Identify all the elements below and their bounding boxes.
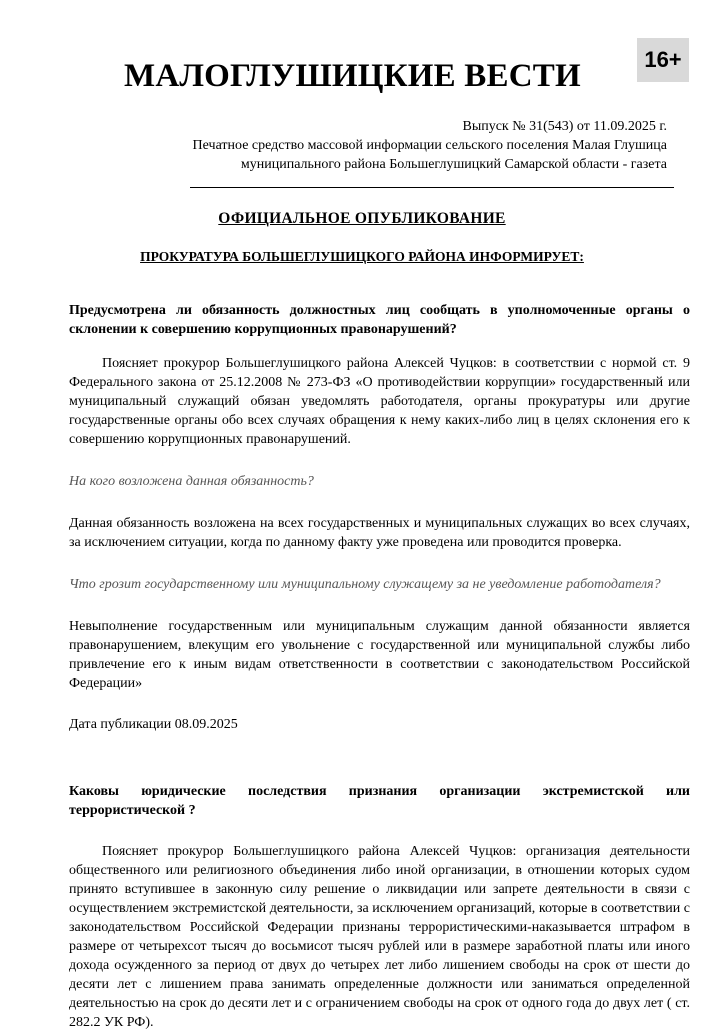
publisher-line-2: муниципального района Большеглушицкий Самарской области - газета — [240, 157, 667, 172]
publisher-line-1: Печатное средство массовой информации сельского поселения Малая Глушица — [192, 138, 667, 153]
article2-question: Каковы юридические последствия признания организации экстремистской или террористической ? — [69, 784, 690, 818]
article1-intro: Поясняет прокурор Большеглушицкого района Алексей Чуцков: в соответствии с нормой ст. 9 Федерального закона от 25.12.2008 № 273-ФЗ «О противодействии коррупции» государственный или муниципальный служащий обязан уведомлять работодателя, органы прокуратуры или другие государственные органы обо всех случаях обращения к нему каких-либо лиц в целях склонения его к совершению коррупционных правонарушений. — [69, 356, 690, 447]
article1-sub-question-2: Что грозит государственному или муниципальному служащему за не уведомление работодателя? — [69, 577, 661, 592]
section-subheading: ПРОКУРАТУРА БОЛЬШЕГЛУШИЦКОГО РАЙОНА ИНФОРМИРУЕТ: — [140, 249, 584, 264]
articles — [69, 301, 690, 1032]
article1-answer-1: Данная обязанность возложена на всех государственных и муниципальных служащих во всех случаях, за исключением ситуации, когда по данному факту уже проведена или проводится проверка. — [69, 516, 690, 550]
article1-answer-2: Невыполнение государственным или муниципальным служащим данной обязанности является правонарушением, влекущим его увольнение с государственной или муниципальной службы либо привлечение его к иным видам ответственности в соответствии с законодательством Российской Федерации» — [69, 619, 690, 691]
header-divider — [190, 187, 674, 188]
issue-number: Выпуск № 31(543) от 11.09.2025 г. — [462, 119, 667, 134]
age-rating-badge: 16+ — [637, 38, 689, 82]
article1-publication-date: Дата публикации 08.09.2025 — [69, 717, 238, 732]
article2-body: Поясняет прокурор Большеглушицкого района Алексей Чуцков: организация деятельности общественного или религиозного объединения либо иной организации, в отношении которых судом принято вступившее в законную силу решение о ликвидации или запрете деятельности в связи с осуществлением экстремистской деятельности, за исключением организаций, которые в соответствии с законодательством Российской Федерации признаны террористическими-наказывается штрафом в размере от четырехсот тысяч до восьмисот тысяч рублей или в размере заработной платы или иного дохода осужденного за период от двух до четырех лет либо лишением свободы на срок от шести до десяти лет с лишением права занимать определенные должности или заниматься определенной деятельностью на срок до десяти лет и с ограничением свободы на срок от одного года до двух лет ( ст. 282.2 УК РФ). — [69, 844, 690, 1030]
article1-sub-question-1: На кого возложена данная обязанность? — [69, 474, 314, 489]
issue-info — [193, 117, 667, 174]
newspaper-title: МАЛОГЛУШИЦКИЕ ВЕСТИ — [124, 58, 581, 94]
article1-question: Предусмотрена ли обязанность должностных лиц сообщать в уполномоченные органы о склонении к совершению коррупционных правонарушений? — [69, 303, 690, 337]
section-heading: ОФИЦИАЛЬНОЕ ОПУБЛИКОВАНИЕ — [218, 210, 506, 227]
